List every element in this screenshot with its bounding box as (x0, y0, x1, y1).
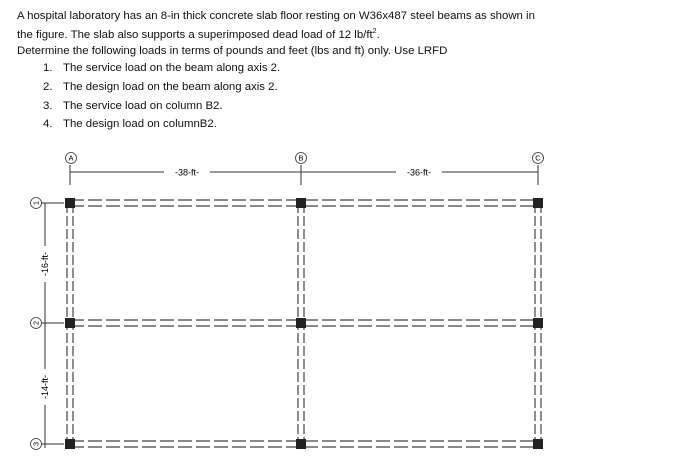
grid-bubble-3 (31, 439, 42, 450)
grid-bubble-2 (31, 318, 42, 329)
problem-line-2-end: . (376, 29, 380, 42)
column-A2 (65, 318, 75, 328)
task-number: 4. (43, 118, 53, 131)
task-text: The design load on the beam along axis 2. (63, 80, 278, 93)
top-dimension (70, 165, 538, 185)
column-B3 (296, 439, 306, 449)
grid-bubble-A (66, 153, 77, 164)
grid-label-3: 3 (31, 441, 41, 447)
column-C2 (533, 318, 543, 328)
grid-bubble-C (533, 153, 544, 164)
grid-label-1: 1 (31, 200, 41, 206)
grid-bubble-B (296, 153, 307, 164)
column-B1 (296, 198, 306, 208)
task-number: 2. (43, 80, 53, 93)
task-text: The service load on column B2. (63, 99, 223, 112)
dim-label-14ft: -14-ft- (40, 374, 50, 400)
problem-line-2-text: the figure. The slab also supports a superimposed dead load of 12 lb/ft (17, 29, 373, 42)
left-dimension (40, 203, 64, 448)
task-number: 3. (43, 99, 53, 112)
grid-label-B: B (298, 153, 304, 163)
grid-bubble-1 (31, 198, 42, 209)
column-A1 (65, 198, 75, 208)
column-A3 (65, 439, 75, 449)
column-C3 (533, 439, 543, 449)
grid-label-2: 2 (31, 320, 41, 326)
dim-label-38ft: -38-ft- (174, 167, 200, 178)
dim-label-36ft: -36-ft- (406, 167, 432, 178)
task-number: 1. (43, 62, 53, 75)
column-B2 (296, 318, 306, 328)
problem-line-1: A hospital laboratory has an 8-in thick concrete slab floor resting on W36x487 steel beams as shown in (17, 10, 535, 22)
task-text: The service load on the beam along axis 2. (63, 62, 281, 75)
grid-label-C: C (535, 153, 541, 163)
problem-line-3: Determine the following loads in terms of pounds and feet (lbs and ft) only. Use LRFD (17, 44, 448, 57)
column-C1 (533, 198, 543, 208)
task-text: The design load on columnB2. (63, 118, 217, 131)
dim-label-16ft: -16-ft- (40, 251, 50, 277)
superscript: 2 (372, 28, 377, 36)
grid-label-A: A (68, 153, 74, 163)
